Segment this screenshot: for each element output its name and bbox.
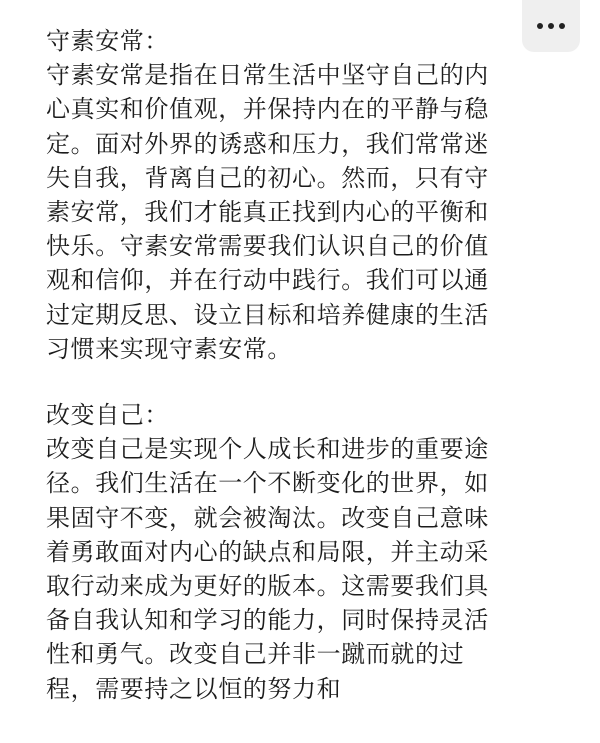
- section-heading: 改变自己：: [46, 401, 169, 430]
- section-heading: 守素安常：: [46, 27, 169, 55]
- article-text: [46, 24, 566, 706]
- section-body: 改变自己是实现个人成长和进步的重要途 径。我们生活在一个不断变化的世界，如 果固守不变，就会被淘汰。改变自己意味 着勇敢面对内心的缺点和局限，并主动采 取行动来成为更好的版本。这需要我们具 备自我认知和学习的能力，同时保持灵活 性和勇气。改变自己并非一蹴而就的过 程，需要持之以恒的努力和: [46, 435, 489, 703]
- section-body: 守素安常是指在日常生活中坚守自己的内 心真实和价值观，并保持内在的平静与稳 定。面对外界的诱惑和压力，我们常常迷 失自我，背离自己的初心。然而，只有守 素安常，我们才能真正找到内心的平衡和 快乐。守素安常需要我们认识自己的价值 观和信仰，并在行动中践行。我们可以通 过定期反思、设立目标和培养健康的生活 习惯来实现守素安常。: [46, 61, 489, 363]
- section-divider: [46, 366, 566, 398]
